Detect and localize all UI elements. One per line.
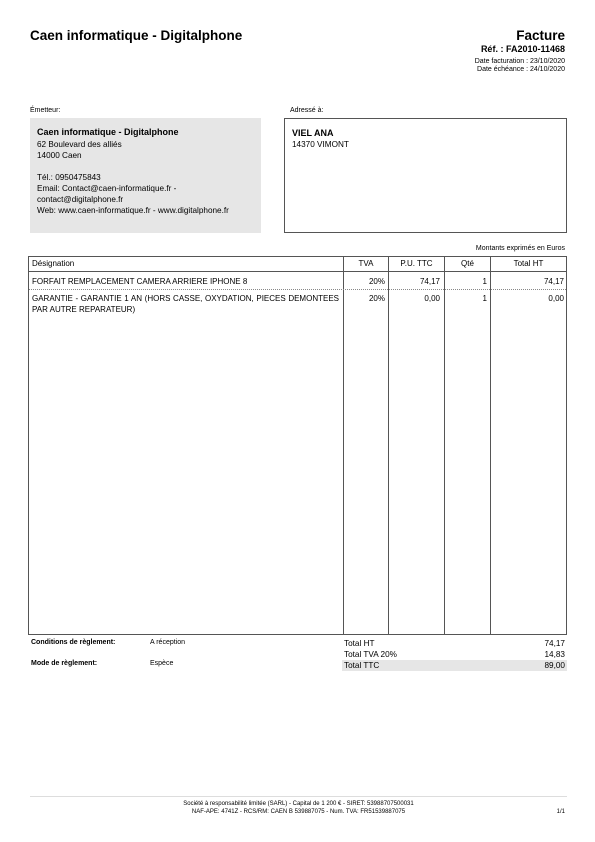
total-ht-row — [342, 638, 567, 649]
header-unit-price: P.U. TTC — [400, 259, 433, 268]
row-1-unit-price: 74,17 — [419, 277, 440, 286]
row-2-tva: 20% — [368, 294, 385, 303]
header-quantity: Qté — [461, 259, 474, 268]
total-tva-label: Total TVA 20% — [344, 650, 397, 659]
payment-terms-label: Conditions de règlement: — [31, 639, 116, 646]
invoice-date: Date facturation : 23/10/2020 — [474, 58, 565, 65]
sender-label: Émetteur: — [30, 107, 61, 114]
currency-note: Montants exprimés en Euros — [475, 245, 565, 252]
payment-mode-value: Espèce — [150, 660, 174, 667]
row-1-designation: FORFAIT REMPLACEMENT CAMERA ARRIERE IPHONE 8 — [32, 277, 248, 286]
invoice-reference: Réf. : FA2010-11468 — [480, 44, 565, 54]
document-type: Facture — [516, 28, 565, 43]
total-ht-label: Total HT — [344, 639, 375, 648]
row-separator — [29, 289, 566, 290]
header-designation: Désignation — [32, 259, 75, 268]
recipient-address: 14370 VIMONT — [292, 140, 349, 149]
row-2-unit-price: 0,00 — [424, 294, 440, 303]
footer-legal-line1: Société à responsabilité limitée (SARL) - Capital de 1 200 € - SIRET: 53988707500031 — [183, 801, 414, 807]
sender-address-line2: 14000 Caen — [37, 151, 82, 160]
total-tva-row — [342, 649, 567, 660]
column-divider — [490, 257, 491, 634]
total-ht-value: 74,17 — [544, 639, 565, 648]
recipient-name: VIEL ANA — [292, 128, 334, 138]
footer-legal-line2: NAF-APE: 4741Z - RCS/RM: CAEN B 539887075 - Num. TVA: FR51539887075 — [191, 809, 406, 815]
total-ttc-row — [342, 660, 567, 671]
header-total-ht: Total HT — [513, 259, 544, 268]
sender-address-line1: 62 Boulevard des alliés — [37, 140, 122, 149]
sender-email-line1: Email: Contact@caen-informatique.fr - — [37, 184, 177, 193]
row-1-quantity: 1 — [482, 277, 487, 286]
total-ttc-label: Total TTC — [344, 661, 380, 670]
payment-terms-value: A réception — [150, 639, 186, 646]
sender-phone: Tél.: 0950475843 — [37, 173, 101, 182]
footer-divider — [30, 796, 567, 797]
payment-mode-label: Mode de règlement: — [31, 660, 98, 667]
column-divider — [388, 257, 389, 634]
header-tva: TVA — [358, 259, 374, 268]
recipient-label: Adressé à: — [290, 107, 324, 114]
recipient-box — [284, 118, 567, 233]
company-name: Caen informatique - Digitalphone — [30, 28, 243, 43]
row-2-quantity: 1 — [482, 294, 487, 303]
sender-email-line2: contact@digitalphone.fr — [37, 195, 124, 204]
items-table — [28, 256, 567, 635]
due-date: Date échéance : 24/10/2020 — [477, 66, 565, 73]
header-divider — [29, 271, 566, 272]
total-tva-value: 14,83 — [544, 650, 565, 659]
row-1-tva: 20% — [368, 277, 385, 286]
totals-block — [342, 638, 567, 671]
sender-name: Caen informatique - Digitalphone — [37, 127, 179, 137]
row-2-total: 0,00 — [548, 294, 564, 303]
total-ttc-value: 89,00 — [544, 661, 565, 670]
row-1-total: 74,17 — [543, 277, 564, 286]
sender-web: Web: www.caen-informatique.fr - www.digitalphone.fr — [37, 206, 229, 215]
column-divider — [343, 257, 344, 634]
sender-box — [30, 118, 261, 233]
page-number: 1/1 — [556, 809, 565, 815]
row-2-designation: GARANTIE - GARANTIE 1 AN (HORS CASSE, OXYDATION, PIECES DEMONTEES PAR AUTRE REPARATEUR) — [32, 294, 339, 314]
column-divider — [444, 257, 445, 634]
